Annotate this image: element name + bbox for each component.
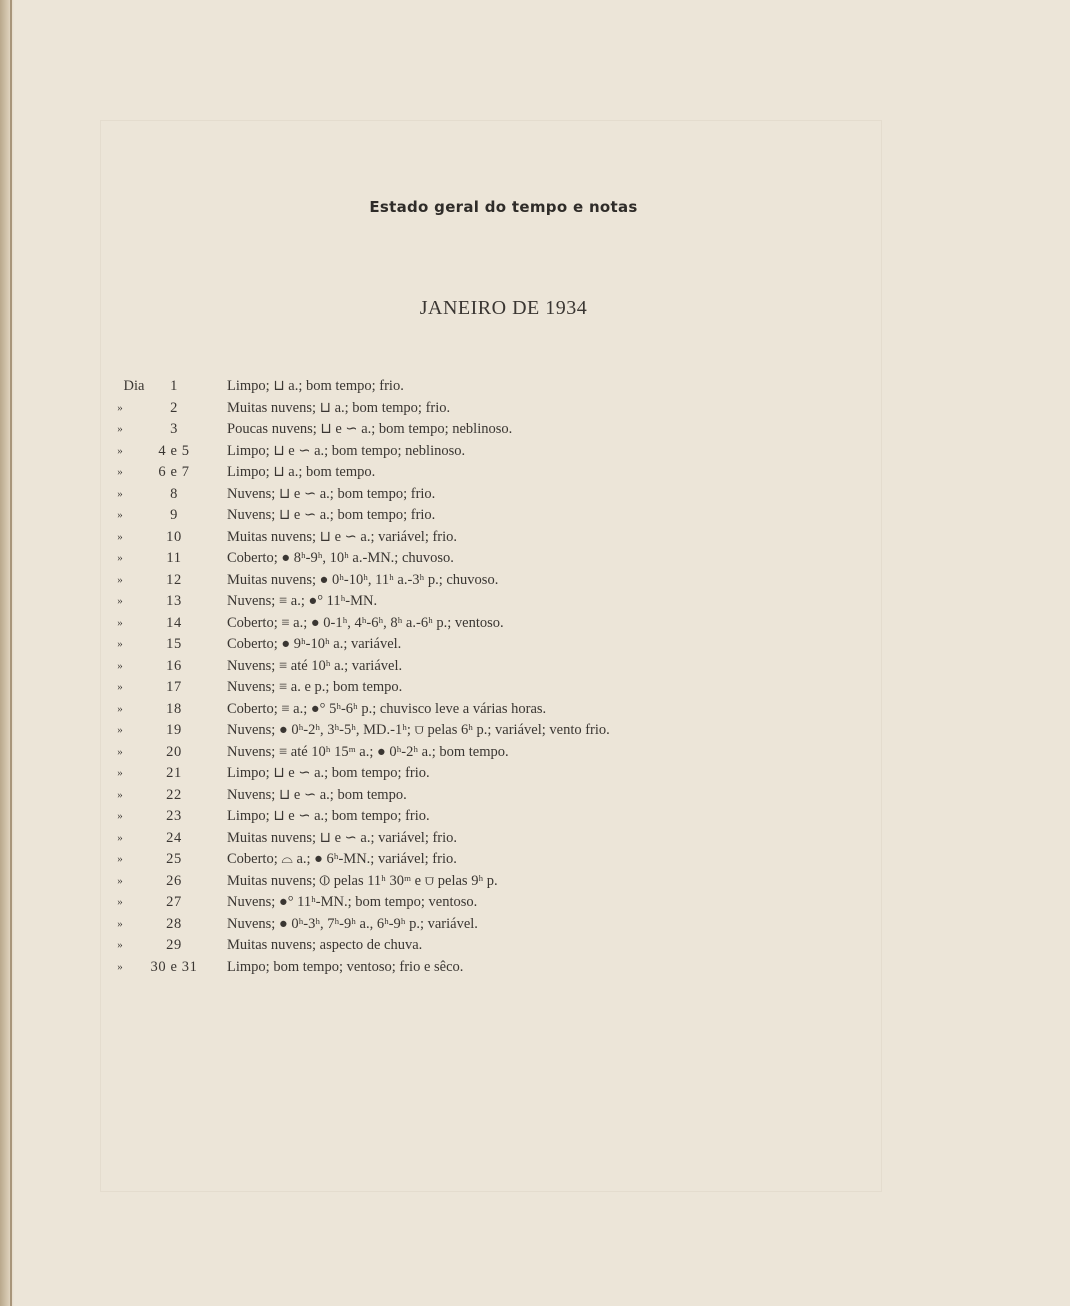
entry-row <box>0 914 1070 936</box>
entry-prefix: » <box>117 466 123 478</box>
entry-note: Limpo; ⊔ a.; bom tempo. <box>227 464 376 480</box>
entry-note: Limpo; ⊔ e ∽ a.; bom tempo; frio. <box>227 765 430 781</box>
entry-note: Coberto; ≡ a.; ● 0-1ʰ, 4ʰ-6ʰ, 8ʰ a.-6ʰ p.; ventoso. <box>227 614 504 631</box>
month-title: JANEIRO DE 1934 <box>419 297 588 319</box>
entry-row <box>0 849 1070 871</box>
entry-day: 25 <box>166 851 182 867</box>
entry-prefix: » <box>117 745 123 758</box>
entry-row <box>0 871 1070 893</box>
entry-note: Nuvens; ⊔ e ∽ a.; bom tempo; frio. <box>227 507 436 523</box>
entry-prefix: Dia <box>123 378 145 394</box>
entry-row <box>0 634 1070 656</box>
entry-day: 24 <box>166 829 182 846</box>
entry-prefix: » <box>117 702 123 715</box>
entry-day: 15 <box>166 636 182 652</box>
entry-row <box>0 505 1070 527</box>
entry-row <box>0 484 1070 506</box>
entry-day: 19 <box>166 722 182 738</box>
entry-prefix: » <box>117 616 123 629</box>
entry-day: 10 <box>166 528 182 545</box>
entry-prefix: » <box>117 509 123 521</box>
entry-note: Coberto; ≡ a.; ●° 5ʰ-6ʰ p.; chuvisco leve a várias horas. <box>227 700 547 717</box>
entry-prefix: » <box>117 530 123 543</box>
entry-day: 11 <box>166 550 182 566</box>
entry-prefix: » <box>117 853 123 865</box>
entry-note: Muitas nuvens; ⊔ e ∽ a.; variável; frio. <box>227 829 458 846</box>
entry-row <box>0 957 1070 979</box>
entry-row <box>0 613 1070 635</box>
entry-day: 26 <box>166 872 182 889</box>
entry-prefix: » <box>117 444 123 457</box>
entry-prefix: » <box>117 724 123 736</box>
entry-day: 14 <box>166 614 182 631</box>
entry-day: 13 <box>166 593 182 609</box>
entry-row <box>0 398 1070 420</box>
entry-prefix: » <box>117 960 123 973</box>
entry-row <box>0 462 1070 484</box>
entry-note: Muitas nuvens; aspecto de chuva. <box>227 937 423 953</box>
entry-day: 22 <box>166 786 182 803</box>
entry-prefix: » <box>117 595 123 607</box>
entry-day: 23 <box>166 808 182 824</box>
entry-day: 16 <box>166 657 182 674</box>
entry-note: Poucas nuvens; ⊔ e ∽ a.; bom tempo; neblinoso. <box>227 421 513 437</box>
section-heading: Estado geral do tempo e notas <box>369 198 638 216</box>
entry-note: Limpo; ⊔ e ∽ a.; bom tempo; frio. <box>227 808 430 824</box>
entry-day: 17 <box>166 679 182 695</box>
entry-prefix: » <box>117 423 123 435</box>
entry-note: Nuvens; ● 0ʰ-3ʰ, 7ʰ-9ʰ a., 6ʰ-9ʰ p.; variável. <box>227 915 478 932</box>
entry-prefix: » <box>117 896 123 908</box>
entry-day: 29 <box>166 937 182 953</box>
entry-note: Nuvens; ≡ até 10ʰ 15ᵐ a.; ● 0ʰ-2ʰ a.; bom tempo. <box>227 743 509 760</box>
entry-row <box>0 441 1070 463</box>
entry-day: 21 <box>166 765 182 781</box>
entry-row <box>0 656 1070 678</box>
entry-note: Limpo; ⊔ a.; bom tempo; frio. <box>227 378 404 394</box>
entry-prefix: » <box>117 552 123 564</box>
entry-day: 30 e 31 <box>150 958 198 975</box>
entry-row <box>0 828 1070 850</box>
entry-day: 4 e 5 <box>158 442 190 459</box>
entry-note: Coberto; ● 9ʰ-10ʰ a.; variável. <box>227 636 402 652</box>
entry-note: Nuvens; ● 0ʰ-2ʰ, 3ʰ-5ʰ, MD.-1ʰ; ⩌ pelas 6ʰ p.; variável; vento frio. <box>227 722 610 738</box>
entry-row <box>0 892 1070 914</box>
entry-prefix: » <box>117 874 123 887</box>
entry-prefix: » <box>117 487 123 500</box>
entry-note: Nuvens; ●° 11ʰ-MN.; bom tempo; ventoso. <box>227 894 478 910</box>
entry-prefix: » <box>117 917 123 930</box>
entry-note: Muitas nuvens; ⊔ e ∽ a.; variável; frio. <box>227 528 458 545</box>
entry-row <box>0 677 1070 699</box>
entry-prefix: » <box>117 831 123 844</box>
entry-row <box>0 806 1070 828</box>
entry-note: Limpo; bom tempo; ventoso; frio e sêco. <box>227 958 464 975</box>
entry-prefix: » <box>117 810 123 822</box>
entry-note: Nuvens; ≡ a.; ●° 11ʰ-MN. <box>227 593 378 609</box>
entry-row <box>0 419 1070 441</box>
entry-prefix: » <box>117 573 123 586</box>
entry-note: Nuvens; ⊔ e ∽ a.; bom tempo. <box>227 786 407 803</box>
entry-day: 27 <box>166 894 182 910</box>
entry-day: 8 <box>170 485 178 502</box>
entry-row <box>0 376 1070 398</box>
entry-note: Nuvens; ≡ até 10ʰ a.; variável. <box>227 657 403 674</box>
entry-row <box>0 699 1070 721</box>
entry-prefix: » <box>117 659 123 672</box>
entry-row <box>0 763 1070 785</box>
entry-row <box>0 570 1070 592</box>
entry-note: Muitas nuvens; ⊔ a.; bom tempo; frio. <box>227 399 451 416</box>
entry-prefix: » <box>117 681 123 693</box>
entry-prefix: » <box>117 788 123 801</box>
entry-note: Muitas nuvens; ● 0ʰ-10ʰ, 11ʰ a.-3ʰ p.; chuvoso. <box>227 571 499 588</box>
entry-day: 2 <box>170 399 178 416</box>
entry-prefix: » <box>117 767 123 779</box>
entry-prefix: » <box>117 401 123 414</box>
entry-note: Nuvens; ⊔ e ∽ a.; bom tempo; frio. <box>227 485 436 502</box>
entry-day: 12 <box>166 571 182 588</box>
entry-row <box>0 935 1070 957</box>
entry-day: 6 e 7 <box>158 464 190 480</box>
entry-prefix: » <box>117 638 123 650</box>
entry-row <box>0 527 1070 549</box>
entry-note: Limpo; ⊔ e ∽ a.; bom tempo; neblinoso. <box>227 442 466 459</box>
entry-day: 9 <box>170 507 178 523</box>
entry-day: 18 <box>166 700 182 717</box>
entry-day: 28 <box>166 915 182 932</box>
entry-day: 20 <box>166 743 182 760</box>
entry-row <box>0 720 1070 742</box>
entry-row <box>0 548 1070 570</box>
entry-day: 3 <box>170 421 178 437</box>
weather-entries-list <box>0 376 1070 978</box>
entry-note: Nuvens; ≡ a. e p.; bom tempo. <box>227 679 403 695</box>
entry-note: Muitas nuvens; ⦶ pelas 11ʰ 30ᵐ e ⩌ pelas 9ʰ p. <box>227 872 498 889</box>
entry-row <box>0 742 1070 764</box>
entry-day: 1 <box>170 378 178 394</box>
entry-prefix: » <box>117 939 123 951</box>
entry-row <box>0 591 1070 613</box>
entry-note: Coberto; ⌓ a.; ● 6ʰ-MN.; variável; frio. <box>227 851 457 867</box>
entry-row <box>0 785 1070 807</box>
entry-note: Coberto; ● 8ʰ-9ʰ, 10ʰ a.-MN.; chuvoso. <box>227 550 454 566</box>
